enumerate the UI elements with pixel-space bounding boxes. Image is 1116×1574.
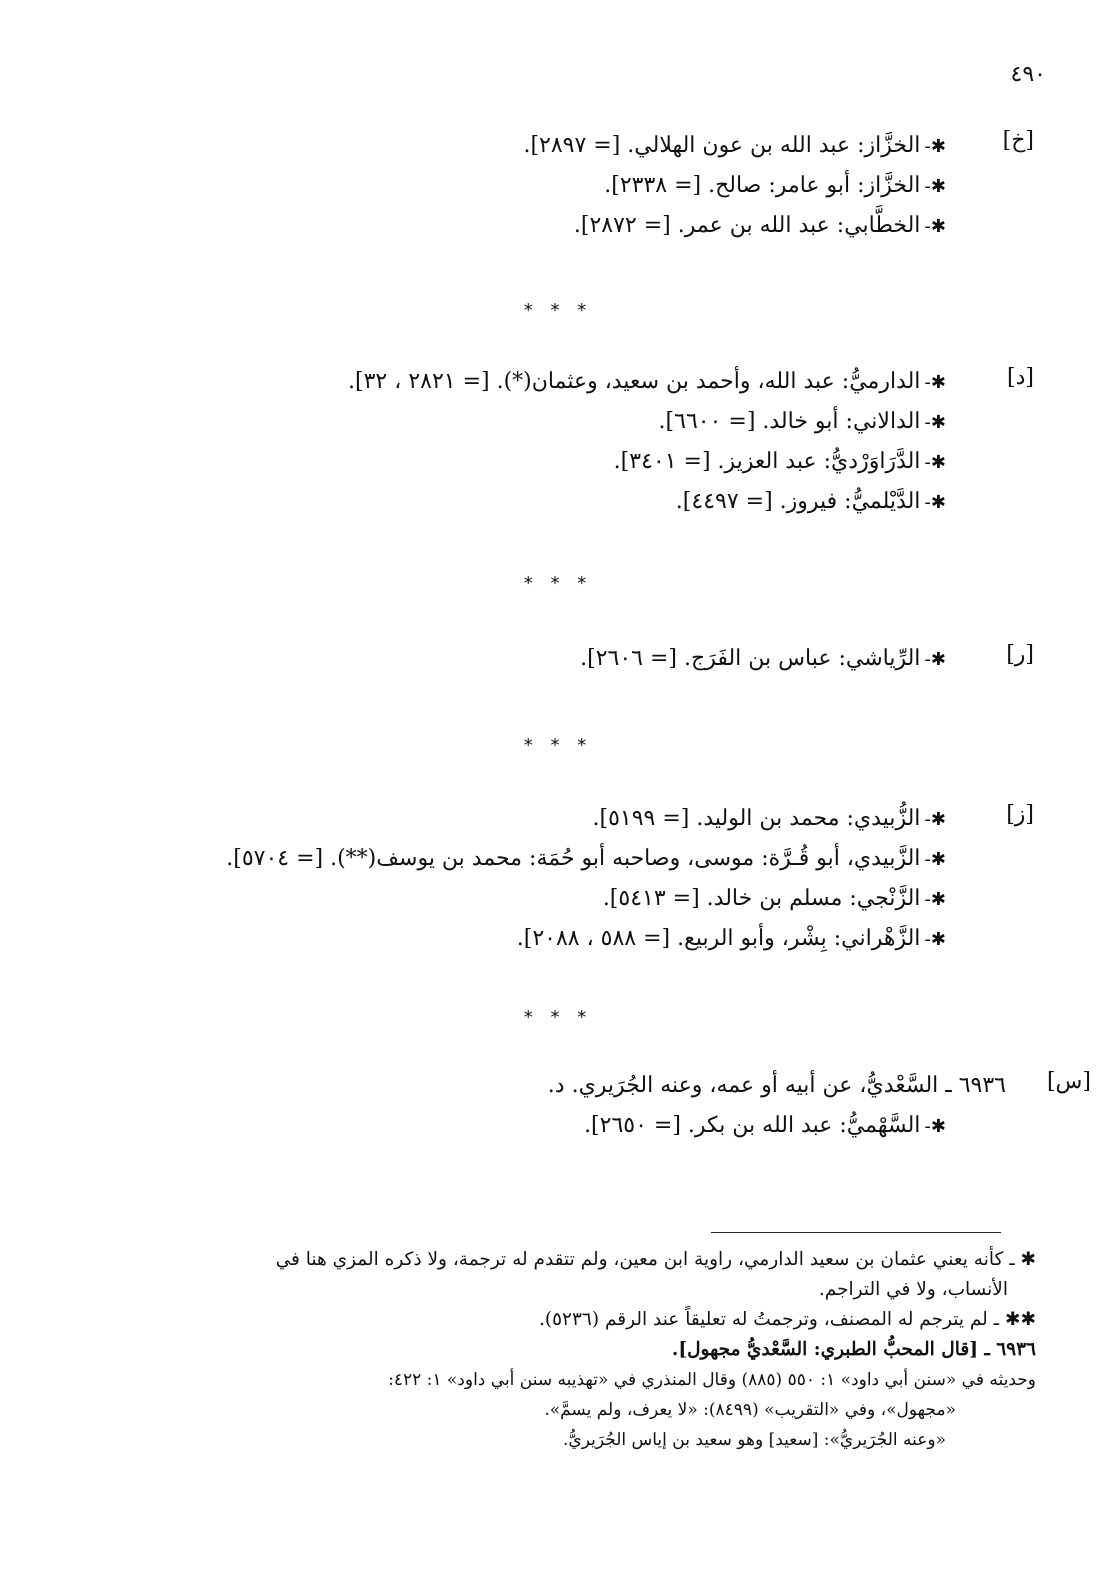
section-separator: * * * — [523, 1007, 593, 1028]
footnote-1-continued: الأنساب، ولا في التراجم. — [818, 1279, 1008, 1300]
section-letter-ra: [ر] — [1006, 642, 1034, 667]
star-icon: ✱- — [924, 136, 946, 157]
star-icon: ✱- — [924, 1116, 946, 1137]
entries-dal — [100, 362, 946, 522]
main-entry: ٦٩٣٦ ـ السَّعْديُّ، عن أبيه أو عمه، وعنه الجُرَيري. د. — [547, 1073, 1006, 1098]
entry: ✱-الزُّبيدي: محمد بن الوليد. [= ٥١٩٩]. — [100, 799, 946, 839]
entry: ✱-الدَّيْلميُّ: فيروز. [= ٤٤٩٧]. — [100, 482, 946, 522]
section-separator: * * * — [523, 300, 593, 321]
star-icon: ✱- — [924, 849, 946, 870]
entry: ✱-الزَّهْراني: بِشْر، وأبو الربيع. [= ٥٨٨ ، ٢٠٨٨]. — [100, 919, 946, 959]
star-icon: ✱- — [924, 372, 946, 393]
star-icon: ✱- — [924, 412, 946, 433]
entry: ✱-الخطَّابي: عبد الله بن عمر. [= ٢٨٧٢]. — [100, 206, 946, 246]
entry: ✱-الدالاني: أبو خالد. [= ٦٦٠٠]. — [100, 402, 946, 442]
star-icon: ✱- — [924, 492, 946, 513]
entry: ✱-الزَّنْجي: مسلم بن خالد. [= ٥٤١٣]. — [100, 879, 946, 919]
footnotes — [65, 1245, 1036, 1455]
star-icon: ✱- — [924, 452, 946, 473]
section-letter-zay: [ز] — [1006, 802, 1034, 827]
footnote-1: ✱ ـ كأنه يعني عثمان بن سعيد الدارمي، راوية ابن معين، ولم تتقدم له ترجمة، ولا ذكره المزي هنا في — [275, 1249, 1036, 1270]
star-icon: ✱- — [924, 216, 946, 237]
footnote-divider — [711, 1232, 1001, 1233]
entry: ✱-الزَّبيدي، أبو قُـرَّة: موسى، وصاحبه أبو حُمَة: محمد بن يوسف(**). [= ٥٧٠٤]. — [100, 839, 946, 879]
entry: ✱-الخزَّاز: عبد الله بن عون الهلالي. [= ٢٨٩٧]. — [100, 126, 946, 166]
entry: ✱-الدَّرَاوَرْديُّ: عبد العزيز. [= ٣٤٠١]. — [100, 442, 946, 482]
entries-kha — [100, 126, 946, 246]
entries-sin-sub — [100, 1106, 946, 1146]
section-letter-dal: [د] — [1007, 365, 1034, 390]
entries-ra — [100, 639, 946, 679]
star-icon: ✱- — [924, 929, 946, 950]
section-letter-sin: [س] — [1046, 1069, 1091, 1094]
section-separator: * * * — [523, 735, 593, 756]
footnote-2: ✱✱ ـ لم يترجم له المصنف، وترجمتُ له تعليقاً عند الرقم (٥٢٣٦). — [539, 1309, 1036, 1330]
entry: ✱-الدارميُّ: عبد الله، وأحمد بن سعيد، وعثمان(*). [= ٢٨٢١ ، ٣٢]. — [100, 362, 946, 402]
entry: ✱-الرِّياشي: عباس بن الفَرَج. [= ٢٦٠٦]. — [100, 639, 946, 679]
star-icon: ✱- — [924, 649, 946, 670]
footnote-4-continued: «مجهول»، وفي «التقريب» (٨٤٩٩): «لا يعرف، ولم يسمَّ». — [544, 1400, 956, 1420]
entries-sin — [100, 1066, 1006, 1106]
entry: ✱-الخزَّاز: أبو عامر: صالح. [= ٢٣٣٨]. — [100, 166, 946, 206]
entries-zay — [100, 799, 946, 959]
star-icon: ✱- — [924, 176, 946, 197]
footnote-4: وحديثه في «سنن أبي داود» ١: ٥٥٠ (٨٨٥) وقال المنذري في «تهذيبه سنن أبي داود» ١: ٤٢٢: — [388, 1370, 1036, 1390]
footnote-3: ٦٩٣٦ ـ [قال المحبُّ الطبري: السَّعْديُّ مجهول]. — [671, 1339, 1036, 1360]
page-number: ٤٩٠ — [1010, 62, 1046, 87]
section-separator: * * * — [523, 573, 593, 594]
entry: ✱-السَّهْميُّ: عبد الله بن بكر. [= ٢٦٥٠]. — [100, 1106, 946, 1146]
star-icon: ✱- — [924, 809, 946, 830]
star-icon: ✱- — [924, 889, 946, 910]
section-letter-kha: [خ] — [1002, 128, 1034, 153]
footnote-5: «وعنه الجُرَيريُّ»: [سعيد] وهو سعيد بن إياس الجُرَيريُّ. — [563, 1430, 946, 1450]
